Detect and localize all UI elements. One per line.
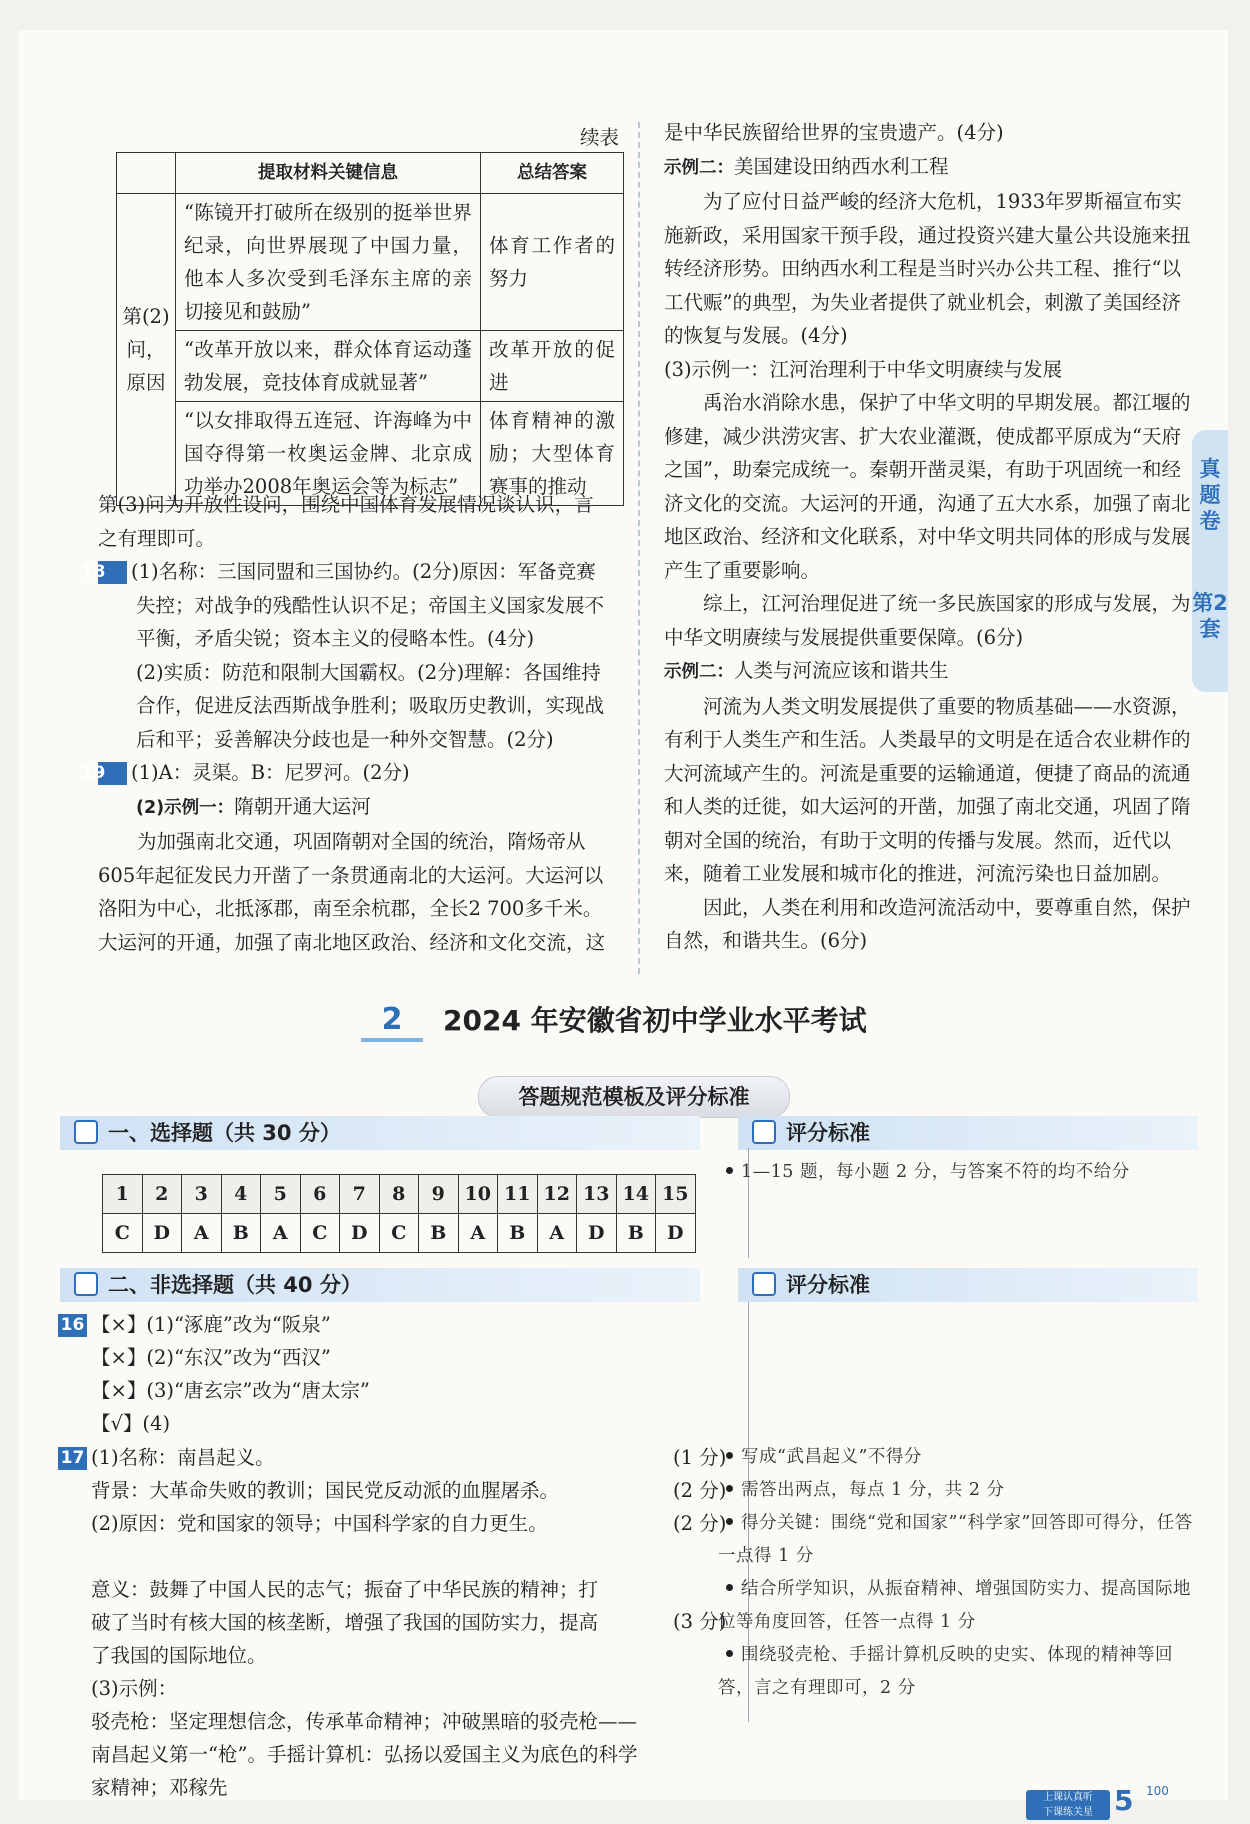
bullet-dot [726,1650,733,1657]
q16-answers [58,1308,653,1440]
mc-answer-cell: B [498,1214,538,1253]
mc-answer-cell: A [182,1214,222,1253]
mc-answer-table [102,1174,696,1253]
q18-part1 [81,555,610,656]
q19-part3-heading [664,353,1194,387]
q16-line: 【×】(2)“东汉”改为“西汉” [91,1346,331,1369]
q19-part2-heading [98,790,610,826]
q16-line: 【√】(4) [91,1412,171,1435]
q17-significance: 意义：鼓舞了中国人民的志气；振奋了中华民族的精神；打破了当时有核大国的核垄断，增强了我国的国防实力，提高了我国的国际地位。 [91,1578,599,1667]
mc-number-cell: 5 [261,1175,301,1214]
checklist-icon [752,1272,776,1296]
q16-line: 【×】(3)“唐玄宗”改为“唐太宗” [91,1379,370,1402]
page-footer [1026,1784,1196,1824]
mc-number-row [103,1175,696,1214]
scoring-rule-text: 需答出两点，每点 1 分，共 2 分 [741,1480,1005,1500]
mc-answer-cell: B [616,1214,656,1253]
mc-answer-cell: D [577,1214,617,1253]
footer-slogan-bottom: 下课练关星 [1043,1807,1093,1818]
mc-number-cell: 15 [656,1175,696,1214]
q19-part3-ex2-heading [664,654,1194,690]
table-cell-info: “以女排取得五连冠、许海峰为中国夺得第一枚奥运金牌、北京成功举办2008年奥运会等为标志” [176,402,481,506]
question-number-badge: 16 [58,1314,87,1337]
q19-part1 [81,756,610,790]
template-pill: 答题规范模板及评分标准 [478,1076,790,1118]
table-row-label: 第(2)问，原因 [117,194,176,506]
bullet-dot [726,1518,733,1525]
bullet-dot [726,1452,733,1459]
materials-table [116,152,624,506]
edit-icon [74,1120,98,1144]
mc-section-bar [60,1116,700,1150]
mc-number-cell: 9 [419,1175,459,1214]
scoring-rule-text: 写成“武昌起义”不得分 [741,1447,922,1467]
mc-number-cell: 6 [300,1175,340,1214]
side-tab-top: 真题卷 [1199,457,1221,533]
mc-number-cell: 12 [537,1175,577,1214]
table-header-row [117,153,624,194]
q16-line [58,1308,653,1341]
example2-body: 为了应付日益严峻的经济大危机，1933年罗斯福宣布实施新政，采用国家干预手段，通过投资兴建大量公共设施来扭转经济形势。田纳西水利工程是当时兴办公共工程、推行“以工代赈”的典型，为失业者提供了就业机会，刺激了美国经济的恢复与发展。(4分) [664,190,1191,347]
right-intro: 是中华民族留给世界的宝贵遗产。(4分) [664,121,1004,144]
table-cell-info: “改革开放以来，群众体育运动蓬勃发展，竞技体育成就显著” [176,331,481,402]
table-cell-answer: 体育工作者的努力 [481,194,624,331]
q17-part1 [58,1441,653,1474]
mc-answer-cell: D [656,1214,696,1253]
scoring-title: 评分标准 [786,1121,870,1145]
example-label: 示例二： [664,662,734,682]
mc-rule [718,1156,1130,1189]
q19-part2-body: 为加强南北交通，巩固隋朝对全国的统治，隋炀帝从605年起征发民力开凿了一条贯通南北的大运河。大运河以洛阳为中心，北抵涿郡，南至余杭郡，全长2 700多千米。大运河的开通，加强了南北地区政治、经济和文化交流，这 [98,830,606,954]
answer-sheet [18,30,1228,1818]
mc-number-cell: 3 [182,1175,222,1214]
table-row [117,194,624,331]
scoring-rule [718,1573,1193,1639]
mc-answer-cell: B [221,1214,261,1253]
example-label: (3)示例一： [664,357,770,381]
table-row [117,331,624,402]
column-divider [638,122,640,974]
checklist-icon [752,1120,776,1144]
mc-number-cell: 7 [340,1175,380,1214]
example-label: (2)示例一： [136,797,235,818]
mc-answer-cell: A [261,1214,301,1253]
side-tab [1192,430,1228,692]
example-title: 美国建设田纳西水利工程 [734,154,949,178]
mc-answer-cell: C [379,1214,419,1253]
mc-number-cell: 8 [379,1175,419,1214]
bullet-dot [726,1584,733,1591]
q17-part3-note: 第(3)问为开放性设问，围绕中国体育发展情况谈认识，言之有理即可。 [98,493,594,550]
footer-slogan-top: 上课认真听 [1043,1792,1093,1803]
example-title: 隋朝开通大运河 [234,794,371,818]
mc-answer-cell: C [103,1214,143,1253]
example-title: 江河治理利于中华文明赓续与发展 [769,357,1063,381]
q19-part3-ex2-body1: 河流为人类文明发展提供了重要的物质基础——水资源，有利于人类生产和生活。人类最早的文明是在适合农业耕作的大河流域产生的。河流是重要的运输通道，便捷了商品的流通和人类的迁徙，如大运河的开凿，加强了南北交通，巩固了隋朝对全国的统治，有助于文明的传播与发展。然而，近代以来，随着工业发展和城市化的推进，河流污染也日益加剧。 [664,694,1191,885]
nc-section-title: 二、非选择题（共 40 分） [108,1273,362,1297]
mc-number-cell: 4 [221,1175,261,1214]
score: (3 分) [673,1610,727,1633]
q17-background: 背景：大革命失败的教训；国民党反动派的血腥屠杀。 [91,1479,560,1502]
scoring-rule-text: 围绕驳壳枪、手摇计算机反映的史实、体现的精神等回答，言之有理即可，2 分 [718,1645,1173,1698]
table-cell-answer: 体育精神的激励；大型体育赛事的推动 [481,402,624,506]
q19-part3-ex2-body2: 因此，人类在利用和改造河流活动中，要尊重自然，保护自然，和谐共生。(6分) [664,895,1191,952]
section-number: 2 [361,1002,423,1042]
q18-part2: (2)实质：防范和限制大国霸权。(2分)理解：各国维持合作，促进反法西斯战争胜利；吸取历史教训，实现战后和平；妥善解决分歧也是一种外交智慧。(2分) [136,660,605,751]
q17-part3-body: 驳壳枪：坚定理想信念，传承革命精神；冲破黑暗的驳壳枪——南昌起义第一“枪”。手摇计算机：弘扬以爱国主义为底色的科学家精神；邓稼先 [91,1710,638,1799]
question-number-badge: 17 [58,1447,87,1470]
continued-label: 续表 [580,126,620,149]
table-cell-answer: 改革开放的促进 [481,331,624,402]
score: (2 分) [673,1479,727,1502]
table-header-blank [117,153,176,194]
mc-number-cell: 2 [142,1175,182,1214]
mc-scoring-bar [738,1116,1198,1150]
table-header-answer: 总结答案 [481,153,624,194]
mc-answer-cell: D [142,1214,182,1253]
scoring-rule-text: 结合所学知识，从振奋精神、增强国防实力、提高国际地位等角度回答，任答一点得 1 分 [718,1579,1191,1632]
mc-answer-cell: A [458,1214,498,1253]
bullet-dot [726,1167,733,1174]
page-number: 5 [1114,1784,1134,1817]
question-number-badge: 19 [98,762,127,785]
mc-number-cell: 11 [498,1175,538,1214]
side-tab-bottom: 第2套 [1192,591,1228,641]
mc-number-cell: 1 [103,1175,143,1214]
q19-part3-body2: 综上，江河治理促进了统一多民族国家的形成与发展，为中华文明赓续与发展提供重要保障。(6分) [664,592,1191,649]
scoring-rule [718,1507,1193,1573]
q17-part3-label: (3)示例： [91,1677,178,1700]
scoring-rule-text: 得分关键：围绕“党和国家”“科学家”回答即可得分，任答一点得 1 分 [718,1513,1193,1566]
example-label: 示例二： [664,157,734,178]
nc-section-bar [60,1268,700,1302]
bullet-dot [726,1485,733,1492]
mc-rule-text: 1—15 题，每小题 2 分，与答案不符的均不给分 [741,1162,1130,1182]
q19-part3-body1: 禹治水消除水患，保护了中华文明的早期发展。都江堰的修建，减少洪涝灾害、扩大农业灌溉，使成都平原成为“天府之国”，助秦完成统一。秦朝开凿灵渠，有助于巩固统一和经济文化的交流。大运河的开通，沟通了五大水系，加强了南北地区政治、经济和文化联系，对中华文明共同体的形成与发展产生了重要影响。 [664,391,1191,582]
mc-answer-row [103,1214,696,1253]
mc-number-cell: 10 [458,1175,498,1214]
mascot-logo: 100 [1146,1784,1169,1798]
mc-section-title: 一、选择题（共 30 分） [108,1121,341,1145]
scoring-rule [718,1441,1198,1474]
mc-answer-cell: C [300,1214,340,1253]
example-title: 人类与河流应该和谐共生 [734,659,949,682]
mc-answer-cell: D [340,1214,380,1253]
table-cell-info: “陈镜开打破所在级别的挺举世界纪录，向世界展现了中国力量，他本人多次受到毛泽东主席的亲切接见和鼓励” [176,194,481,331]
score: (2 分) [673,1512,727,1535]
table-header-info: 提取材料关键信息 [176,153,481,194]
edit-icon [74,1272,98,1296]
score: (1 分) [673,1446,727,1469]
mc-answer-cell: A [537,1214,577,1253]
q19-part1-text: (1)A：灵渠。B：尼罗河。(2分) [131,761,410,784]
q17-answers [58,1441,653,1804]
mc-number-cell: 14 [616,1175,656,1214]
scoring-title: 评分标准 [786,1273,870,1297]
example2-heading [664,150,1194,186]
q17-part1-text: (1)名称：南昌起义。 [91,1446,275,1469]
section-title: 2024 年安徽省初中学业水平考试 [443,1004,867,1037]
q18-part1-text: (1)名称：三国同盟和三国协约。(2分)原因：军备竞赛失控；对战争的残酷性认识不足；帝国主义国家发展不平衡，矛盾尖锐；资本主义的侵略本性。(4分) [131,560,605,650]
question-number-badge: 18 [98,561,127,584]
nc-scoring-bar [738,1268,1198,1302]
right-column-answers [664,116,1194,958]
q16-line-text: 【×】(1)“涿鹿”改为“阪泉” [91,1313,331,1336]
mc-answer-cell: B [419,1214,459,1253]
mc-number-cell: 13 [577,1175,617,1214]
left-column-answers [81,488,610,959]
scoring-rule [718,1639,1193,1705]
scoring-rule [718,1474,1198,1507]
q17-part2: (2)原因：党和国家的领导；中国科学家的自力更生。 [91,1512,548,1535]
